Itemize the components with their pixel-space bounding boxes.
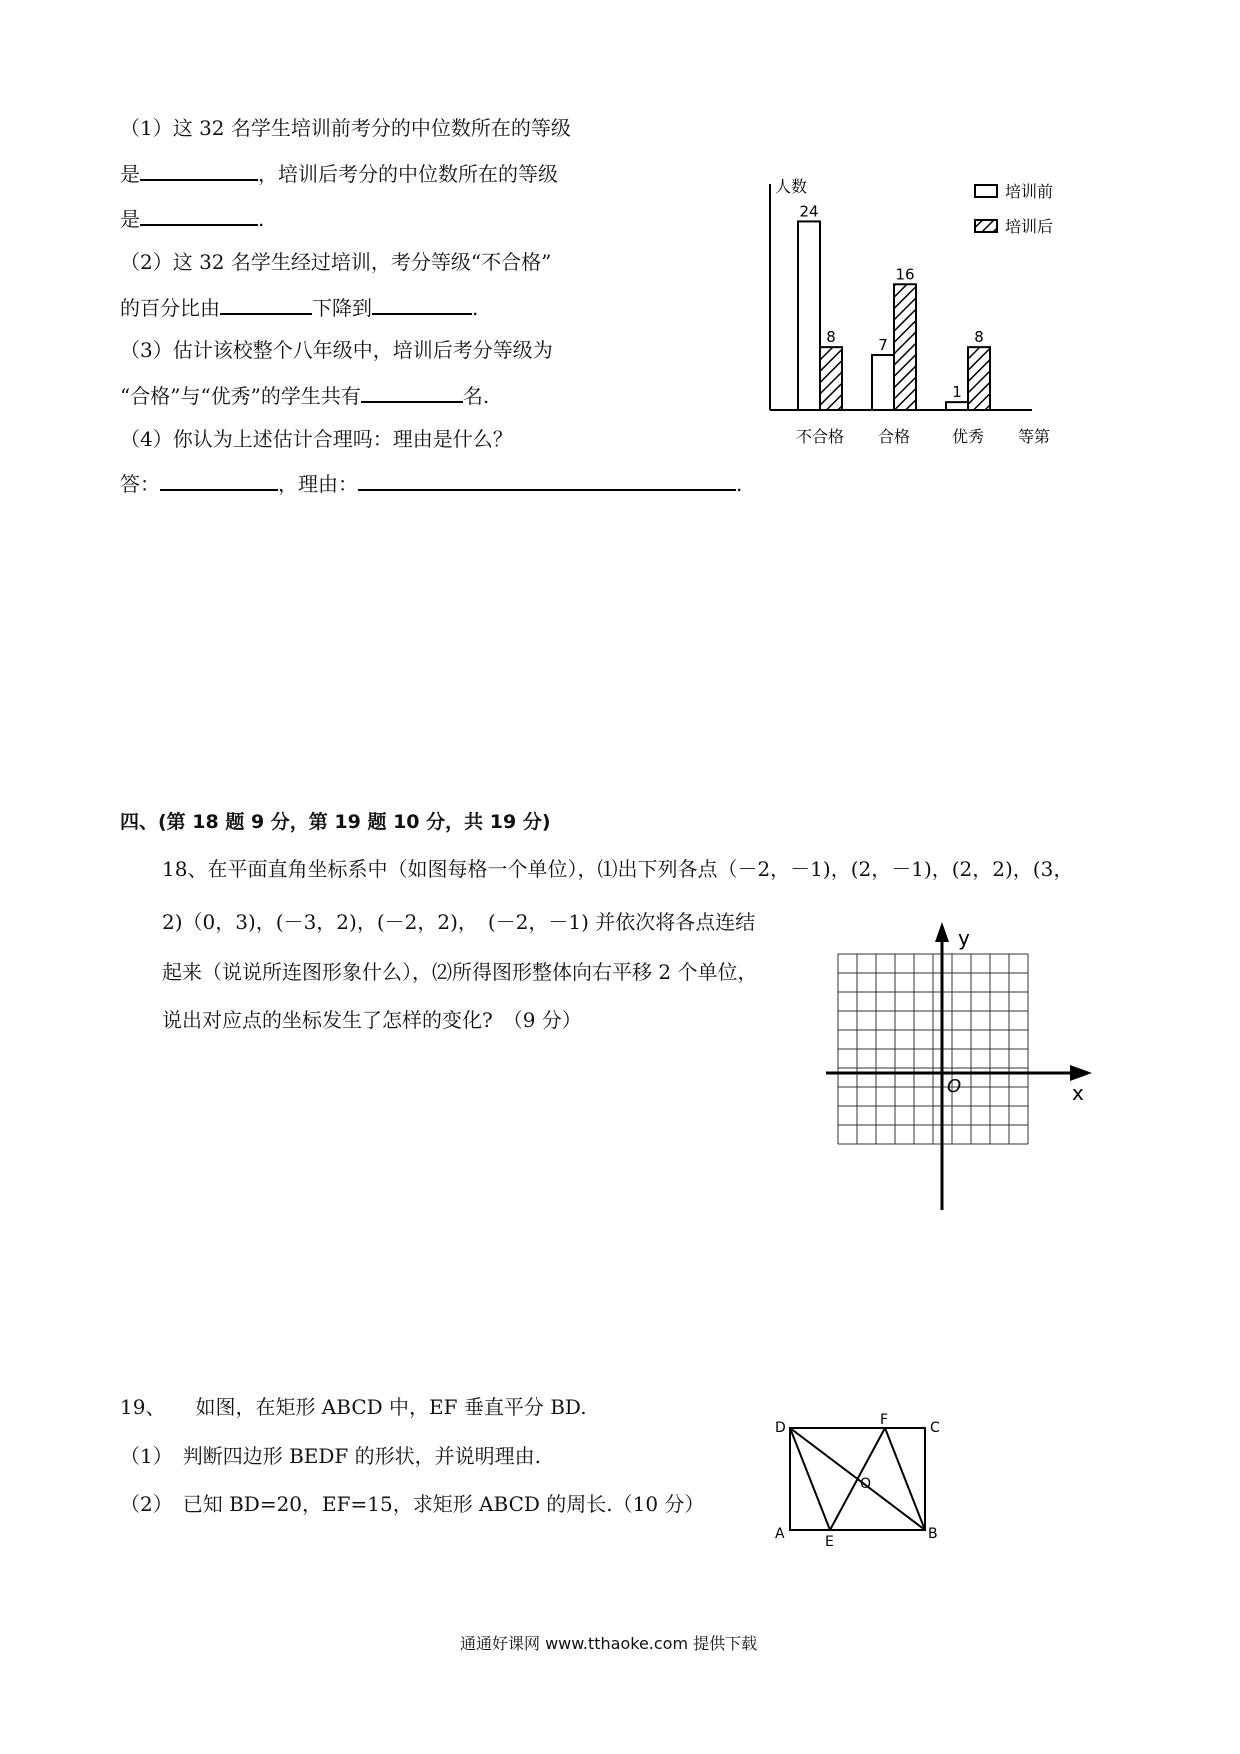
q17-part1-line2-suffix: ，培训后考分的中位数所在的等级 <box>258 162 558 186</box>
label-o: O <box>860 1476 872 1492</box>
q19-line2: （1） 判断四边形 BEDF 的形状，并说明理由. <box>120 1444 542 1468</box>
answer-blank-pass-count[interactable] <box>361 383 463 403</box>
q18-line1: 18、在平面直角坐标系中（如图每格一个单位），⑴出下列各点（－2，－1)，(2，－1)，(2，2)，(3， <box>162 857 1074 881</box>
category-label: 不合格 <box>795 427 845 446</box>
bar-培训前-不合格 <box>798 221 820 410</box>
answer-blank-fail-after[interactable] <box>372 295 472 315</box>
q17-part3-line2-suffix: 名. <box>462 384 490 408</box>
answer-blank-after-median[interactable] <box>140 206 258 226</box>
bar-value-label: 8 <box>974 328 984 347</box>
q18-line2: 2)（0，3)，(－3，2)，(－2，2)， (－2，－1) 并依次将各点连结 <box>162 910 756 934</box>
q18-line4: 说出对应点的坐标发生了怎样的变化? （9 分） <box>162 1008 582 1032</box>
chart-x-axis-label: 等第 <box>1018 427 1051 446</box>
legend-swatch-培训后 <box>975 220 997 232</box>
segment-ef <box>830 1428 885 1530</box>
q17-part2-line2 <box>120 295 478 320</box>
chart-y-axis-label: 人数 <box>775 177 808 196</box>
bar-value-label: 1 <box>952 383 962 402</box>
q17-part4-line1: （4）你认为上述估计合理吗：理由是什么？ <box>120 427 513 451</box>
training-bar-chart <box>760 170 1090 460</box>
q17-part2-line2-mid: 下降到 <box>312 296 372 320</box>
label-f: F <box>880 1412 889 1428</box>
q17-part1-line3-prefix: 是 <box>120 207 140 231</box>
category-label: 合格 <box>877 427 911 446</box>
q17-part2-line2-prefix: 的百分比由 <box>120 296 220 320</box>
bar-培训后-优秀 <box>968 347 990 410</box>
q17-part3-line2-prefix: “合格”与“优秀”的学生共有 <box>120 384 361 408</box>
label-c: C <box>930 1420 940 1436</box>
y-axis-arrow <box>935 922 949 942</box>
bar-value-label: 8 <box>826 328 836 347</box>
q17-part3-line1: （3）估计该校整个八年级中，培训后考分等级为 <box>120 338 553 362</box>
bar-培训后-合格 <box>894 284 916 410</box>
answer-blank-fail-before[interactable] <box>220 295 312 315</box>
q17-part1-line3 <box>120 206 264 231</box>
q17-part4-line2-prefix: 答： <box>120 472 160 496</box>
bar-value-label: 7 <box>878 336 888 354</box>
bar-培训前-优秀 <box>946 402 968 410</box>
label-e: E <box>825 1534 834 1550</box>
x-axis-label: x <box>1072 1081 1084 1105</box>
q17-part1-line2 <box>120 161 558 186</box>
origin-label: O <box>947 1076 962 1097</box>
footer-text: 通通好课网 www.tthaoke.com 提供下载 <box>460 1634 758 1653</box>
answer-blank-reason[interactable] <box>358 471 736 491</box>
q17-part4-line2 <box>120 471 742 496</box>
legend-label: 培训后 <box>1005 217 1054 236</box>
label-d: D <box>775 1420 786 1436</box>
rectangle-figure <box>770 1410 950 1550</box>
coordinate-grid <box>820 920 1100 1220</box>
q17-part2-line2-suffix: . <box>472 296 479 320</box>
x-axis-arrow <box>1070 1065 1092 1081</box>
q17-part4-line2-suffix: . <box>736 472 743 496</box>
q17-part1-line3-suffix: . <box>258 207 265 231</box>
q17-part1-line2-prefix: 是 <box>120 162 140 186</box>
bar-培训后-不合格 <box>820 347 842 410</box>
legend-label: 培训前 <box>1005 182 1054 201</box>
answer-blank-reasonable[interactable] <box>160 471 278 491</box>
q17-part3-line2 <box>120 383 489 408</box>
q19-line1: 19、 如图，在矩形 ABCD 中，EF 垂直平分 BD. <box>120 1395 587 1419</box>
bar-value-label: 24 <box>799 202 819 221</box>
answer-blank-before-median[interactable] <box>140 161 258 181</box>
label-b: B <box>928 1526 938 1542</box>
bar-培训前-合格 <box>872 355 894 410</box>
q18-line3: 起来（说说所连图形象什么），⑵所得图形整体向右平移 2 个单位， <box>162 960 758 984</box>
section-4-heading: 四、(第 18 题 9 分，第 19 题 10 分，共 19 分) <box>120 811 551 833</box>
q17-part4-line2-mid: ，理由： <box>278 472 358 496</box>
q17-part1-line1: （1）这 32 名学生培训前考分的中位数所在的等级 <box>120 116 571 140</box>
label-a: A <box>775 1526 785 1542</box>
bar-value-label: 16 <box>895 265 915 284</box>
q17-part2-line1: （2）这 32 名学生经过培训，考分等级“不合格” <box>120 250 552 274</box>
q19-line3: （2） 已知 BD=20，EF=15，求矩形 ABCD 的周长.（10 分） <box>120 1492 705 1516</box>
legend-swatch-培训前 <box>975 185 997 197</box>
category-label: 优秀 <box>951 427 985 446</box>
y-axis-label: y <box>958 926 970 950</box>
